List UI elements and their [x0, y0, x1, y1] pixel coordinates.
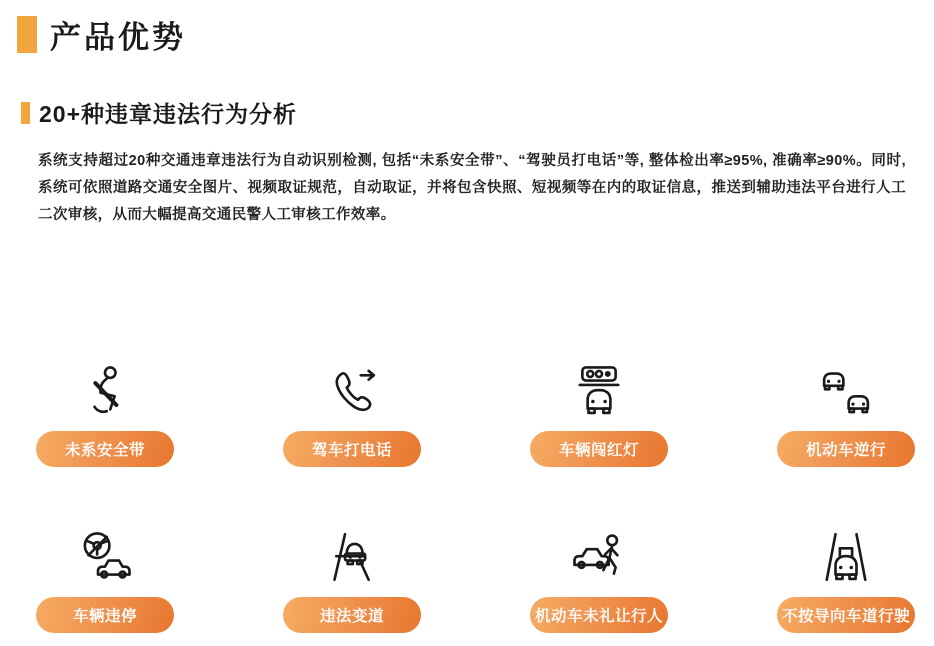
violation-label: 机动车逆行 — [777, 431, 915, 467]
accent-bar-small — [21, 102, 30, 124]
violation-label: 机动车未礼让行人 — [530, 597, 668, 633]
violation-item-pedestrian-yield — [530, 525, 668, 633]
violation-item-red-light — [530, 359, 668, 467]
violation-label: 违法变道 — [283, 597, 421, 633]
wrong-way-icon — [816, 359, 876, 419]
violation-item-wrong-way — [777, 359, 915, 467]
violation-label: 车辆违停 — [36, 597, 174, 633]
violation-item-phone — [283, 359, 421, 467]
violation-label: 车辆闯红灯 — [530, 431, 668, 467]
lane-change-icon — [322, 525, 382, 585]
page-title: 产品优势 — [50, 20, 186, 55]
violation-grid — [36, 359, 934, 633]
section-header — [21, 96, 934, 129]
violation-item-seatbelt — [36, 359, 174, 467]
violation-item-illegal-parking — [36, 525, 174, 633]
violation-label: 不按导向车道行驶 — [777, 597, 915, 633]
violation-label: 未系安全带 — [36, 431, 174, 467]
section-description: 系统支持超过20种交通违章违法行为自动识别检测, 包括“未系安全带”、“驾驶员打电话”等, 整体检出率≥95%, 准确率≥90%。同时, 系统可依照道路交通安全图片、视频取证规范，自动取证，并将包含快照、短视频等在内的取证信息，推送到辅助违法平台进行人工二次审核，从而大幅提高交通民警人工审核工作效率。 — [38, 153, 906, 223]
phone-call-icon — [322, 359, 382, 419]
accent-bar-large — [17, 16, 37, 53]
main-header — [17, 12, 934, 57]
red-light-icon — [569, 359, 629, 419]
violation-label: 驾车打电话 — [283, 431, 421, 467]
violation-item-guide-lane — [777, 525, 915, 633]
illegal-parking-icon — [75, 525, 135, 585]
violation-item-lane-change — [283, 525, 421, 633]
guide-lane-icon — [816, 525, 876, 585]
section-title: 20+种违章违法行为分析 — [39, 101, 298, 127]
pedestrian-yield-icon — [569, 525, 629, 585]
seatbelt-icon — [75, 359, 135, 419]
